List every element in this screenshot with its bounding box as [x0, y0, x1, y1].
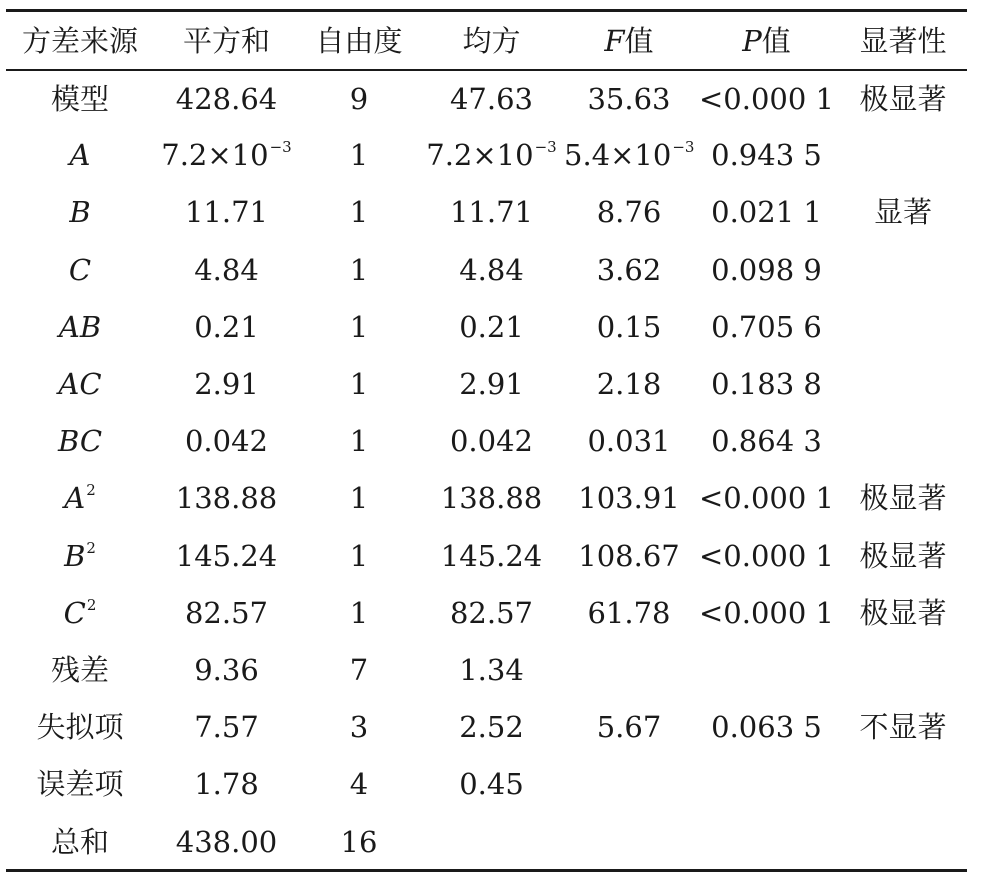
cell-p-value: 0.943 5: [711, 138, 822, 173]
cell-degrees-of-freedom: 1: [349, 367, 369, 402]
cell-f-value: 35.63: [587, 81, 671, 116]
table-row: [6, 470, 967, 527]
cell-mean-square: 2.91: [459, 367, 524, 402]
cell-sum-of-squares: 428.64: [175, 81, 278, 116]
cell-degrees-of-freedom: 1: [349, 309, 369, 344]
table-row: [6, 299, 967, 356]
cell-degrees-of-freedom: 7: [349, 652, 369, 687]
table-row: [6, 356, 967, 413]
cell-source: 总和: [50, 824, 109, 859]
table-row: [6, 813, 967, 870]
cell-mean-square: $7.2\times 10^{-3}$: [426, 138, 557, 173]
cell-p-value: <0.000 1: [699, 81, 834, 116]
cell-mean-square: 138.88: [440, 481, 543, 516]
cell-source: A: [69, 138, 91, 173]
cell-sum-of-squares: 4.84: [194, 252, 259, 287]
cell-mean-square: [419, 813, 564, 870]
header-significance: 显著性: [859, 23, 947, 58]
cell-p-value: 0.864 3: [711, 424, 822, 459]
cell-significance: 显著: [873, 195, 932, 230]
cell-significance: 不显著: [859, 710, 947, 745]
cell-mean-square: 0.21: [459, 309, 524, 344]
cell-f-value: [564, 813, 694, 870]
cell-sum-of-squares: 1.78: [194, 767, 259, 802]
cell-p-value: 0.063 5: [711, 710, 822, 745]
cell-mean-square: 1.34: [459, 652, 524, 687]
cell-significance: [839, 127, 967, 184]
cell-significance: [839, 642, 967, 699]
cell-source: BC: [57, 424, 103, 459]
table-row: [6, 184, 967, 241]
cell-significance: [839, 242, 967, 299]
header-row: [6, 12, 967, 70]
cell-degrees-of-freedom: 3: [349, 710, 369, 745]
cell-p-value: <0.000 1: [699, 481, 834, 516]
cell-sum-of-squares: 82.57: [184, 595, 269, 630]
cell-f-value: 5.67: [596, 710, 662, 745]
table-header: [6, 12, 967, 70]
cell-mean-square: 145.24: [440, 538, 543, 573]
cell-degrees-of-freedom: 1: [349, 538, 369, 573]
cell-mean-square: 82.57: [449, 595, 534, 630]
cell-source: 失拟项: [36, 710, 124, 745]
cell-source: C: [68, 252, 92, 287]
cell-sum-of-squares: 7.57: [194, 710, 259, 745]
cell-source: $C^2$: [63, 595, 97, 630]
cell-source: $A^2$: [64, 481, 96, 516]
cell-significance: 极显著: [859, 595, 947, 630]
cell-f-value: 61.78: [587, 595, 671, 630]
cell-sum-of-squares: 438.00: [175, 824, 278, 859]
table-row: [6, 585, 967, 642]
anova-table: [6, 12, 967, 871]
cell-sum-of-squares: 0.21: [194, 309, 259, 344]
cell-source: AB: [58, 309, 102, 344]
cell-f-value: 0.031: [587, 424, 671, 459]
cell-f-value: 103.91: [578, 481, 680, 516]
cell-f-value: 3.62: [596, 252, 662, 287]
cell-significance: 极显著: [859, 538, 947, 573]
cell-f-value: $5.4\times 10^{-3}$: [564, 138, 695, 173]
cell-p-value: <0.000 1: [699, 595, 834, 630]
table-body: [6, 70, 967, 871]
table-row: [6, 242, 967, 299]
cell-mean-square: 4.84: [459, 252, 524, 287]
cell-degrees-of-freedom: 1: [349, 252, 369, 287]
cell-degrees-of-freedom: 16: [340, 824, 378, 859]
header-sum-of-squares: 平方和: [182, 23, 270, 58]
cell-p-value: [694, 756, 839, 813]
cell-sum-of-squares: $7.2\times 10^{-3}$: [161, 138, 292, 173]
cell-f-value: 0.15: [596, 309, 662, 344]
table-row: [6, 642, 967, 699]
cell-degrees-of-freedom: 1: [349, 595, 369, 630]
cell-source: AC: [58, 367, 102, 402]
cell-significance: [839, 813, 967, 870]
cell-sum-of-squares: 11.71: [184, 195, 269, 230]
header-f-value: F值: [604, 23, 654, 58]
cell-f-value: [564, 642, 694, 699]
cell-sum-of-squares: 138.88: [175, 481, 278, 516]
cell-p-value: 0.183 8: [711, 367, 822, 402]
cell-mean-square: 2.52: [459, 710, 524, 745]
cell-degrees-of-freedom: 9: [349, 81, 369, 116]
header-p-value: P值: [742, 23, 791, 58]
cell-mean-square: 11.71: [449, 195, 534, 230]
cell-significance: [839, 756, 967, 813]
header-mean-square: 均方: [462, 23, 521, 58]
cell-sum-of-squares: 9.36: [194, 652, 259, 687]
cell-degrees-of-freedom: 1: [349, 138, 369, 173]
cell-mean-square: 0.45: [459, 767, 524, 802]
cell-degrees-of-freedom: 1: [349, 481, 369, 516]
cell-source: 误差项: [36, 767, 124, 802]
cell-p-value: [694, 813, 839, 870]
table-row: [6, 699, 967, 756]
cell-significance: [839, 299, 967, 356]
cell-p-value: 0.705 6: [711, 309, 822, 344]
cell-sum-of-squares: 2.91: [194, 367, 259, 402]
table-row: [6, 413, 967, 470]
cell-significance: 极显著: [859, 81, 947, 116]
cell-sum-of-squares: 0.042: [184, 424, 269, 459]
cell-degrees-of-freedom: 1: [349, 195, 369, 230]
cell-f-value: 108.67: [578, 538, 680, 573]
table-row: [6, 528, 967, 585]
cell-sum-of-squares: 145.24: [175, 538, 278, 573]
cell-significance: [839, 356, 967, 413]
header-source: 方差来源: [21, 23, 138, 58]
cell-mean-square: 47.63: [449, 81, 534, 116]
cell-degrees-of-freedom: 1: [349, 424, 369, 459]
table-row: [6, 127, 967, 184]
header-degrees-of-freedom: 自由度: [315, 23, 403, 58]
cell-p-value: 0.098 9: [711, 252, 822, 287]
table-row: [6, 70, 967, 127]
cell-f-value: 2.18: [596, 367, 662, 402]
cell-f-value: [564, 756, 694, 813]
table-row: [6, 756, 967, 813]
cell-source: $B^2$: [64, 538, 96, 573]
cell-significance: [839, 413, 967, 470]
cell-significance: 极显著: [859, 481, 947, 516]
cell-source: 残差: [50, 652, 109, 687]
cell-mean-square: 0.042: [449, 424, 534, 459]
cell-degrees-of-freedom: 4: [349, 767, 369, 802]
cell-f-value: 8.76: [596, 195, 662, 230]
cell-p-value: 0.021 1: [711, 195, 822, 230]
cell-source: 模型: [50, 81, 109, 116]
cell-source: B: [69, 195, 91, 230]
cell-p-value: <0.000 1: [699, 538, 834, 573]
cell-p-value: [694, 642, 839, 699]
